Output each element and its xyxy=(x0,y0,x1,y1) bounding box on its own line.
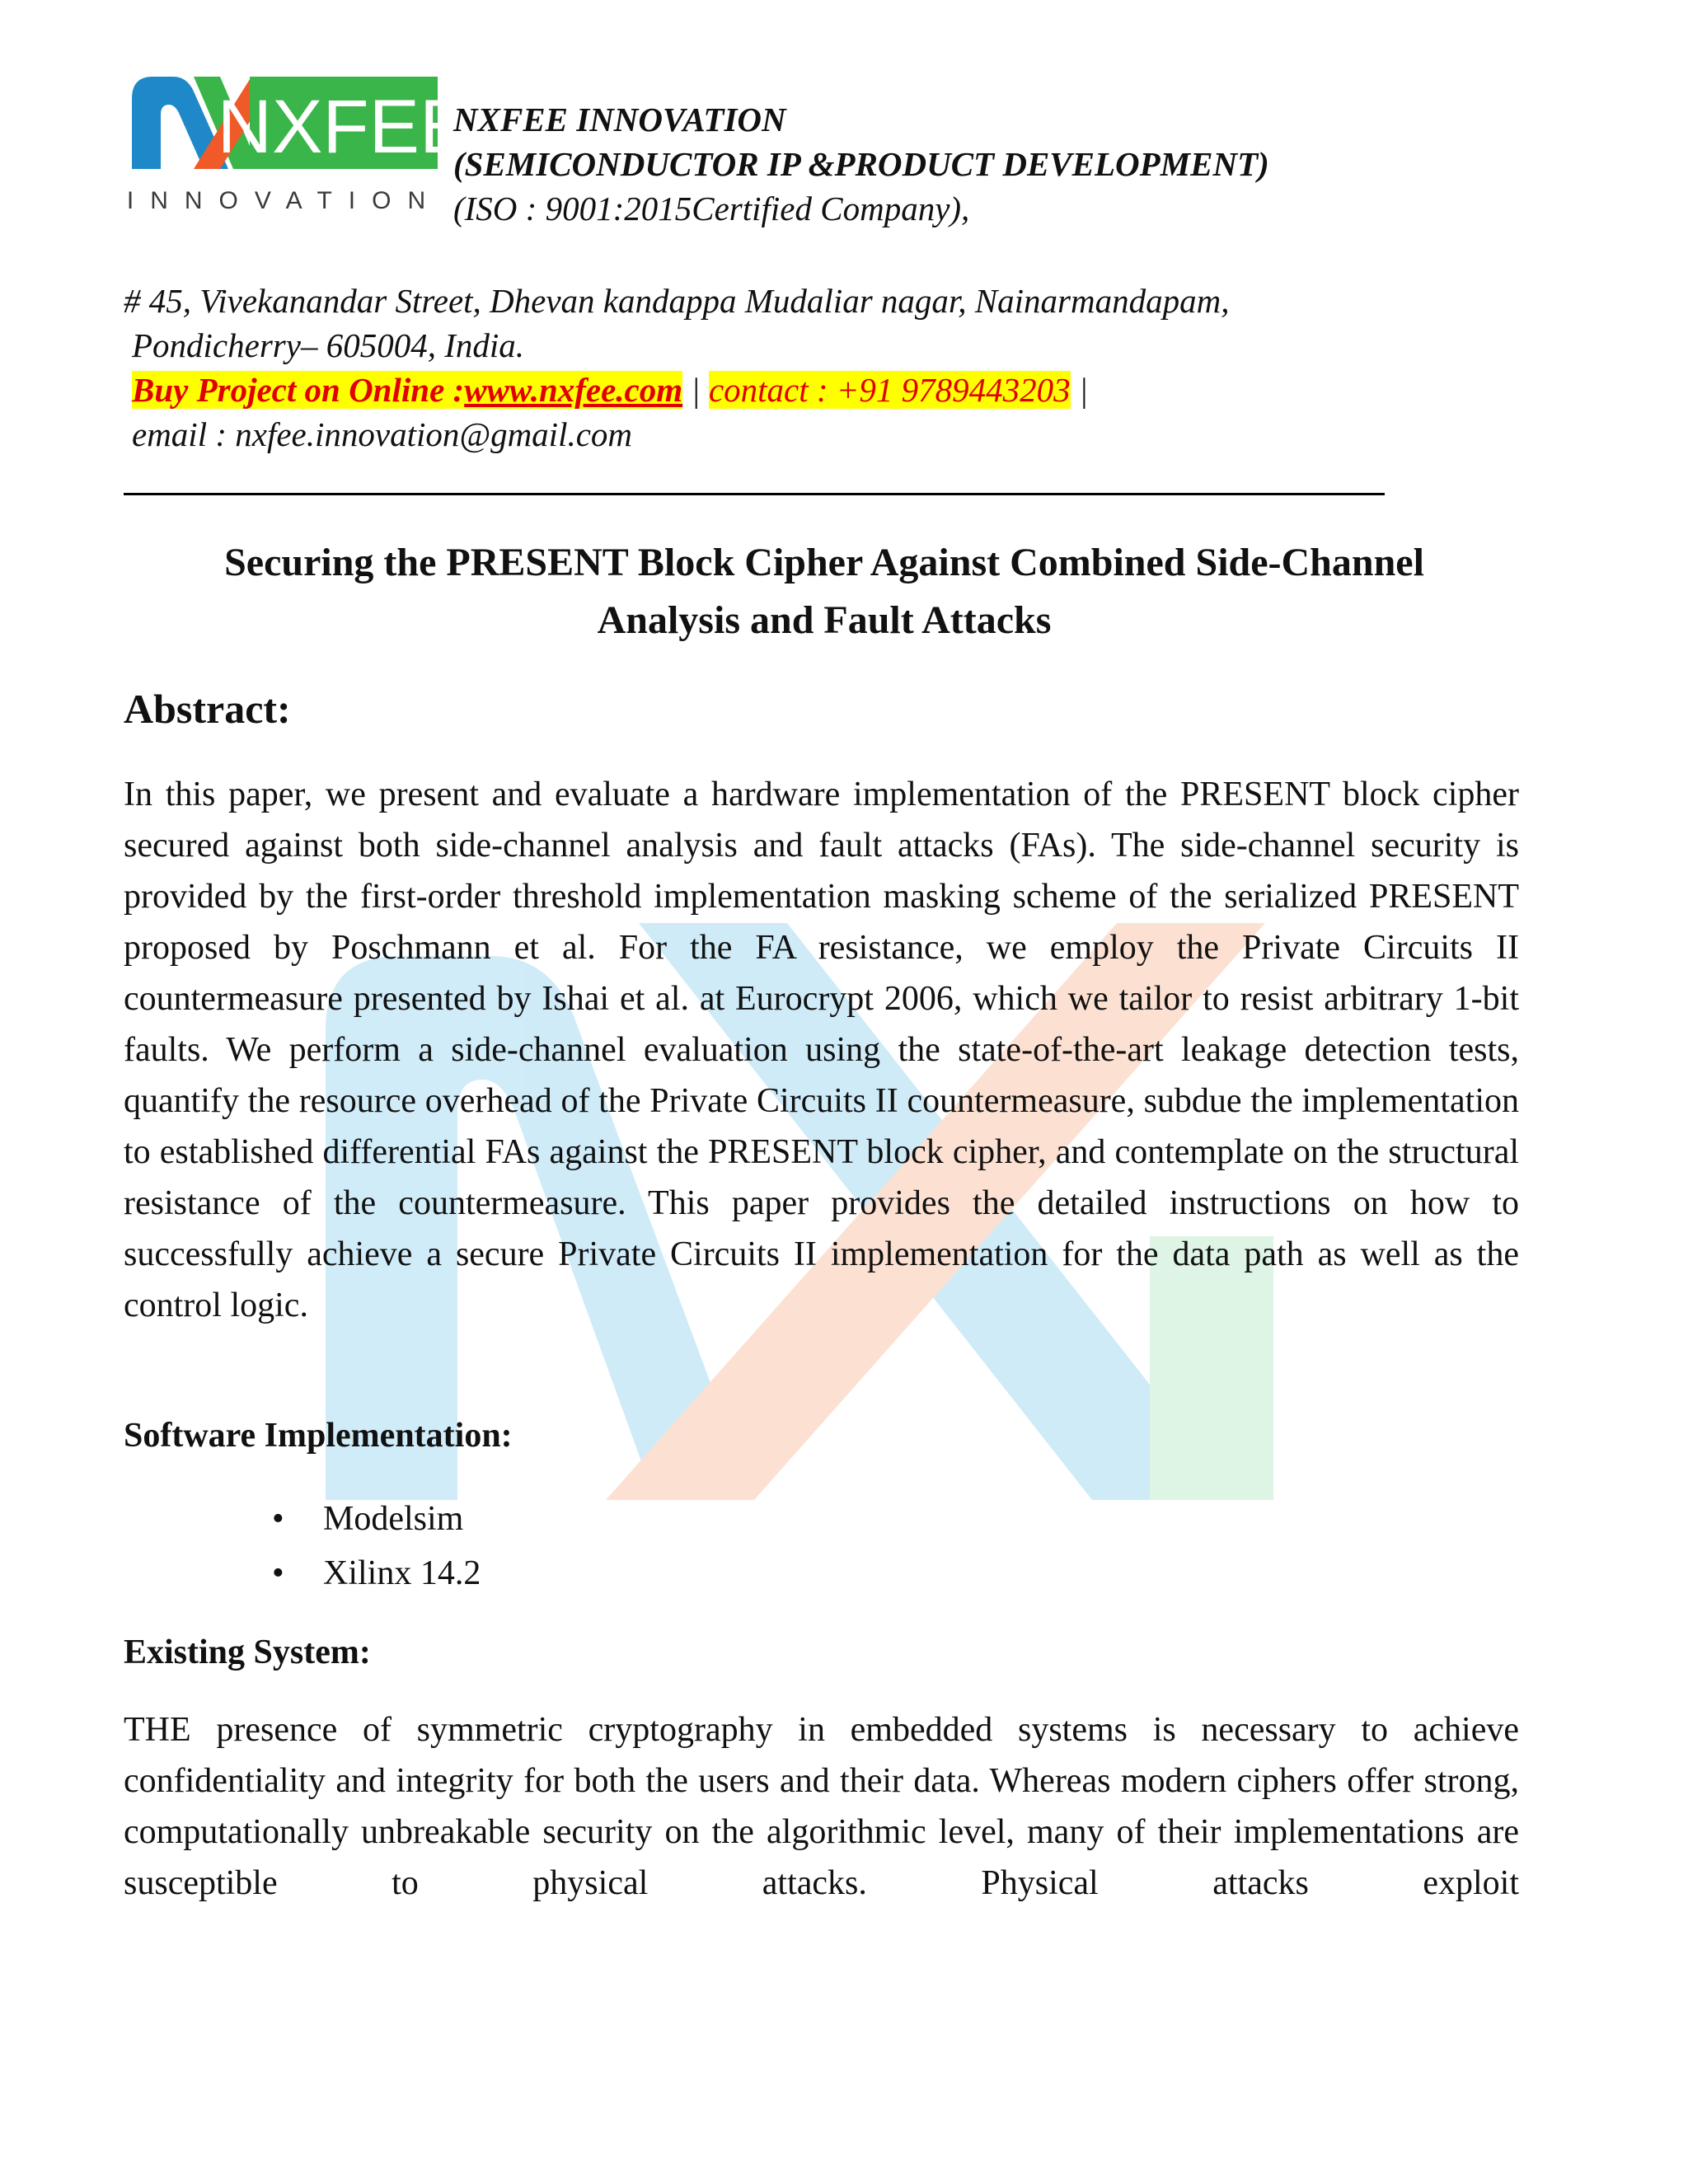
certification: (ISO : 9001:2015Certified Company), xyxy=(453,190,970,227)
contact-phone[interactable]: contact : +91 9789443203 xyxy=(708,371,1071,409)
abstract-paragraph: In this paper, we present and evaluate a hardware implementation of the PRESENT block cipher secured against both side-channel analysis and fault attacks (FAs). The side-channel security is provided by the first-order threshold implementation masking scheme of the serialized PRESENT proposed by Poschmann et al. For the FA resistance, we employ the Private Circuits II countermeasure presented by Ishai et al. at Eurocrypt 2006, which we tailor to resist arbitrary 1-bit faults. We perform a side-channel evaluation using the state-of-the-art leakage detection tests, quantify the resource overhead of the Private Circuits II countermeasure, subdue the implementation to established differential FAs against the PRESENT block cipher, and contemplate on the structural resistance of the countermeasure. This paper provides the detailed instructions on how to successfully achieve a secure Private Circuits II implementation for the data path as well as the control logic. xyxy=(124,776,1519,1324)
title-line-2: Analysis and Fault Attacks xyxy=(597,598,1052,642)
buy-label: Buy Project on Online : xyxy=(132,371,465,409)
logo-wordmark: NXFEE xyxy=(217,85,471,169)
header-divider xyxy=(124,493,1385,495)
nxfee-logo xyxy=(126,70,471,218)
company-tagline: (SEMICONDUCTOR IP &PRODUCT DEVELOPMENT) xyxy=(453,145,1269,183)
contact-line xyxy=(124,368,1229,412)
website-link[interactable]: www.nxfee.com xyxy=(464,371,683,409)
company-name: NXFEE INNOVATION xyxy=(453,101,786,138)
address-block xyxy=(124,279,1229,457)
address-line-2: Pondicherry– 605004, India. xyxy=(132,326,524,364)
title-line-1: Securing the PRESENT Block Cipher Against Combined Side-Channel xyxy=(224,541,1424,584)
software-list xyxy=(272,1492,481,1601)
email-line[interactable]: email : nxfee.innovation@gmail.com xyxy=(132,415,633,453)
list-item: • Modelsim xyxy=(272,1492,481,1546)
existing-heading: Existing System: xyxy=(124,1633,371,1671)
separator: | xyxy=(691,371,701,409)
address-line-1: # 45, Vivekanandar Street, Dhevan kandappa Mudaliar nagar, Nainarmandapam, xyxy=(124,282,1230,320)
abstract-heading: Abstract: xyxy=(124,686,291,732)
separator: | xyxy=(1078,371,1089,409)
existing-paragraph: THE presence of symmetric cryptography in embedded systems is necessary to achieve confidentiality and integrity for both the users and their data. Whereas modern ciphers offer strong, computationally unbreakable security on the algorithmic level, many of their implementations are susceptible to physical attacks. Physical attacks exploit xyxy=(124,1711,1519,1902)
document-title xyxy=(124,534,1525,649)
list-item: • Xilinx 14.2 xyxy=(272,1546,481,1601)
software-heading: Software Implementation: xyxy=(124,1417,513,1455)
logo-subtitle: INNOVATION xyxy=(126,187,443,214)
company-info xyxy=(453,97,1269,231)
